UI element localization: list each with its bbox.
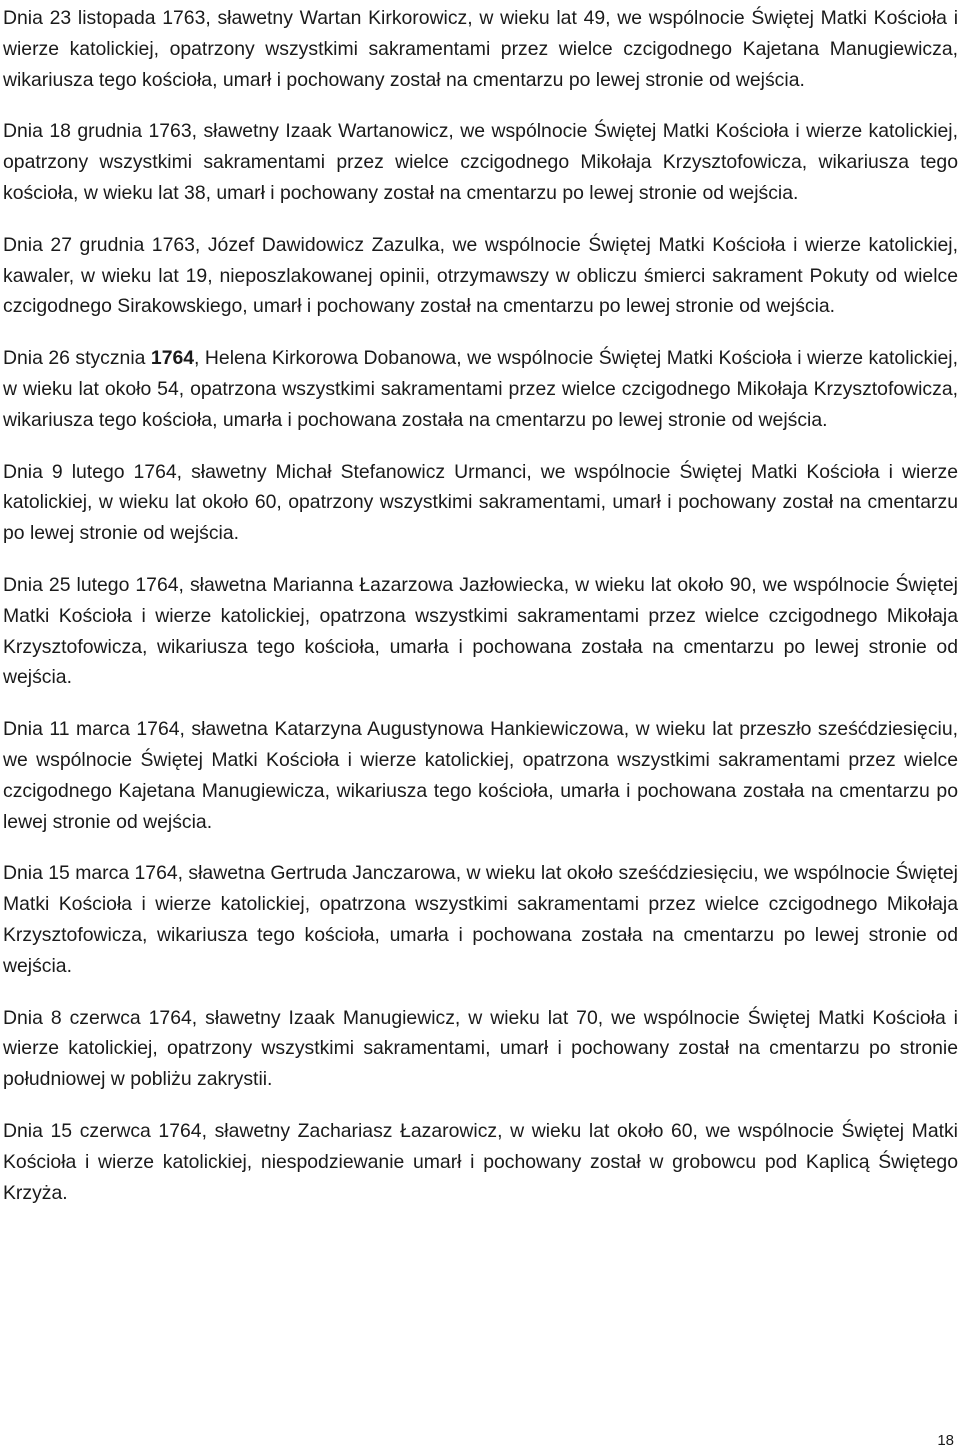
death-record-entry: Dnia 15 czerwca 1764, sławetny Zachariasz Łazarowicz, w wieku lat około 60, we wspólnocie Świętej Matki Kościoła i wierze katolickiej, niespodziewanie umarł i pochowany został w grobowcu pod Kaplicą Świętego Krzyża.	[3, 1119, 958, 1204]
death-record-entry	[3, 343, 958, 435]
entry-text-start: Dnia 26 stycznia	[3, 347, 151, 370]
death-record-entry: Dnia 8 czerwca 1764, sławetny Izaak Manugiewicz, w wieku lat 70, we wspólnocie Świętej Matki Kościoła i wierze katolickiej, opatrzony wszystkimi sakramentami, umarł i pochowany został na cmentarzu po stronie południowej w pobliżu zakrystii.	[3, 1006, 958, 1091]
death-record-entry: Dnia 27 grudnia 1763, Józef Dawidowicz Zazulka, we wspólnocie Świętej Matki Kościoła i wierze katolickiej, kawaler, w wieku lat 19, nieposzlakowanej opinii, otrzymawszy w obliczu śmierci sakrament Pokuty od wielce czcigodnego Sirakowskiego, umarł i pochowany został na cmentarzu po lewej stronie od wejścia.	[3, 233, 958, 318]
death-record-entry: Dnia 9 lutego 1764, sławetny Michał Stefanowicz Urmanci, we wspólnocie Świętej Matki Kościoła i wierze katolickiej, w wieku lat około 60, opatrzony wszystkimi sakramentami, umarł i pochowany został na cmentarzu po lewej stronie od wejścia.	[3, 460, 958, 545]
death-record-entry: Dnia 23 listopada 1763, sławetny Wartan Kirkorowicz, w wieku lat 49, we wspólnocie Świętej Matki Kościoła i wierze katolickiej, opatrzony wszystkimi sakramentami przez wielce czcigodnego Kajetana Manugiewicza, wikariusza tego kościoła, umarł i pochowany został na cmentarzu po lewej stronie od wejścia.	[3, 7, 958, 91]
entry-text-rest: , Helena Kirkorowa Dobanowa, we wspólnocie Świętej Matki Kościoła i wierze katolickiej, w wieku lat około 54, opatrzona wszystkimi sakramentami przez wielce czcigodnego Mikołaja Krzysztofowicza, wikariusza tego kościoła, umarła i pochowana została na cmentarzu po lewej stronie od wejścia.	[3, 347, 958, 431]
death-record-entry: Dnia 11 marca 1764, sławetna Katarzyna Augustynowa Hankiewiczowa, w wieku lat przeszło sześćdziesięciu, we wspólnocie Świętej Matki Kościoła i wierze katolickiej, opatrzona wszystkimi sakramentami przez wielce czcigodnego Kajetana Manugiewicza, wikariusza tego kościoła, umarła i pochowana została na cmentarzu po lewej stronie od wejścia.	[3, 718, 958, 833]
document-page	[3, 3, 958, 1229]
death-record-entry: Dnia 15 marca 1764, sławetna Gertruda Janczarowa, w wieku lat około sześćdziesięciu, we wspólnocie Świętej Matki Kościoła i wierze katolickiej, opatrzona wszystkimi sakramentami przez wielce czcigodnego Mikołaja Krzysztofowicza, wikariusza tego kościoła, umarła i pochowana została na cmentarzu po lewej stronie od wejścia.	[3, 862, 958, 977]
death-record-entry: Dnia 25 lutego 1764, sławetna Marianna Łazarzowa Jazłowiecka, w wieku lat około 90, we wspólnocie Świętej Matki Kościoła i wierze katolickiej, opatrzona wszystkimi sakramentami przez wielce czcigodnego Mikołaja Krzysztofowicza, wikariusza tego kościoła, umarła i pochowana została na cmentarzu po lewej stronie od wejścia.	[3, 573, 958, 689]
death-record-entry: Dnia 18 grudnia 1763, sławetny Izaak Wartanowicz, we wspólnocie Świętej Matki Kościoła i wierze katolickiej, opatrzony wszystkimi sakramentami przez wielce czcigodnego Mikołaja Krzysztofowicza, wikariusza tego kościoła, w wieku lat 38, umarł i pochowany został na cmentarzu po lewej stronie od wejścia.	[3, 120, 958, 204]
page-number: 18	[937, 1432, 954, 1449]
bold-year: 1764	[150, 347, 195, 370]
